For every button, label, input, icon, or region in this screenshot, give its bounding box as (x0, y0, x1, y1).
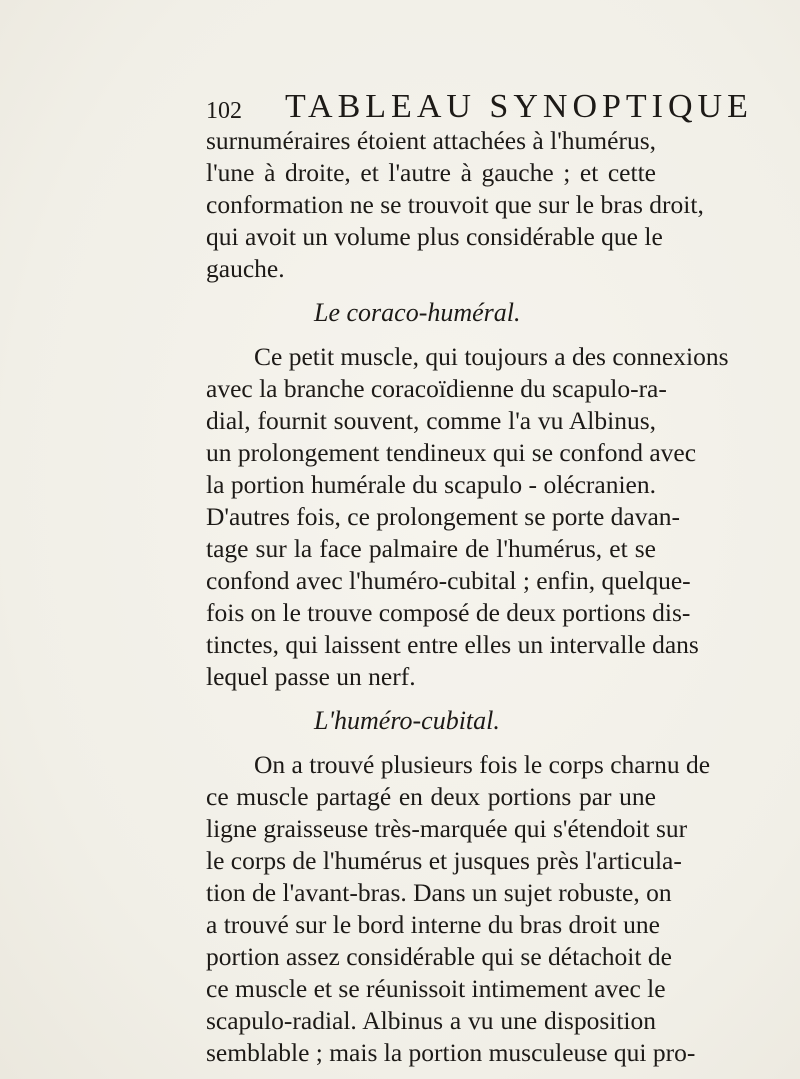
text-line: a trouvé sur le bord interne du bras droit une (206, 910, 660, 939)
body-text (206, 125, 729, 1069)
text-line: l'une à droite, et l'autre à gauche ; et cette (206, 158, 656, 187)
running-title: TABLEAU SYNOPTIQUE (285, 88, 753, 125)
paragraph-3 (206, 749, 711, 1069)
section-heading-coraco-humeral: Le coraco-huméral. (314, 298, 521, 327)
text-line: un prolongement tendineux qui se confond avec (206, 438, 697, 467)
text-line: lequel passe un nerf. (206, 662, 416, 691)
text-line: la portion humérale du scapulo - olécranien. (206, 470, 656, 499)
page-header (206, 88, 753, 125)
text-line: tion de l'avant-bras. Dans un sujet robuste, on (206, 878, 672, 907)
page-number: 102 (206, 98, 242, 124)
text-line: confond avec l'huméro-cubital ; enfin, quelque- (206, 566, 691, 595)
text-line: dial, fournit souvent, comme l'a vu Albinus, (206, 406, 656, 435)
text-line: semblable ; mais la portion musculeuse qui pro- (206, 1038, 696, 1067)
text-line: ce muscle partagé en deux portions par une (206, 782, 656, 811)
text-line: D'autres fois, ce prolongement se porte davan- (206, 502, 681, 531)
text-line: tinctes, qui laissent entre elles un intervalle dans (206, 630, 699, 659)
text-line: surnuméraires étoient attachées à l'humérus, (206, 126, 656, 155)
text-line: le corps de l'humérus et jusques près l'articula- (206, 846, 682, 875)
text-line: avec la branche coracoïdienne du scapulo-ra- (206, 374, 667, 403)
text-line: conformation ne se trouvoit que sur le bras droit, (206, 190, 704, 219)
text-line: portion assez considérable qui se détachoit de (206, 942, 672, 971)
section-heading-humero-cubital: L'huméro-cubital. (314, 706, 500, 735)
text-line: ligne graisseuse très-marquée qui s'étendoit sur (206, 814, 688, 843)
text-line: Ce petit muscle, qui toujours a des connexions (254, 342, 729, 371)
text-line: ce muscle et se réunissoit intimement avec le (206, 974, 666, 1003)
paragraph-2 (206, 341, 729, 693)
text-line: gauche. (206, 254, 285, 283)
paragraph-1 (206, 125, 704, 285)
text-line: fois on le trouve composé de deux portions dis- (206, 598, 691, 627)
text-line: scapulo-radial. Albinus a vu une disposition (206, 1006, 656, 1035)
text-line: tage sur la face palmaire de l'humérus, et se (206, 534, 656, 563)
text-line: qui avoit un volume plus considérable que le (206, 222, 663, 251)
text-line: On a trouvé plusieurs fois le corps charnu de (254, 750, 711, 779)
